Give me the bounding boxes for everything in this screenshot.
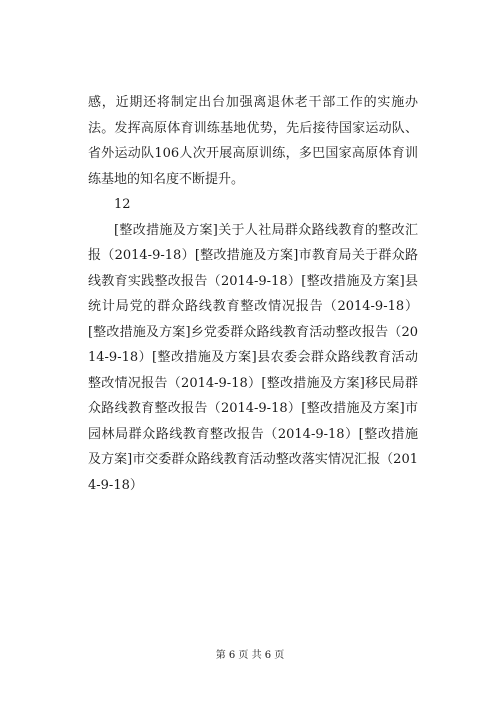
page-footer: 第 6 页 共 6 页 <box>215 650 285 661</box>
paragraph-continuation: 感，近期还将制定出台加强离退休老干部工作的实施办法。发挥高原体育训练基地优势，先后接待国家运动队、省外运动队106人次开展高原训练，多巴国家高原体育训练基地的知名度不断提升。 <box>88 95 418 187</box>
document-body <box>88 90 418 498</box>
page-marker: 12 <box>114 197 131 212</box>
related-reports-paragraph: [整改措施及方案]关于人社局群众路线教育的整改汇报（2014-9-18）[整改措施及方案]市教育局关于群众路线教育实践整改报告（2014-9-18）[整改措施及方案]县统计局党的群众路线教育整改情况报告（2014-9-18）[整改措施及方案]乡党委群众路线教育活动整改报告（2014-9-18）[整改措施及方案]县农委会群众路线教育活动整改情况报告（2014-9-18）[整改措施及方案]移民局群众路线教育整改报告（2014-9-18）[整改措施及方案]市园林局群众路线教育整改报告（2014-9-18）[整改措施及方案]市交委群众路线教育活动整改落实情况汇报（2014-9-18） <box>88 222 418 493</box>
